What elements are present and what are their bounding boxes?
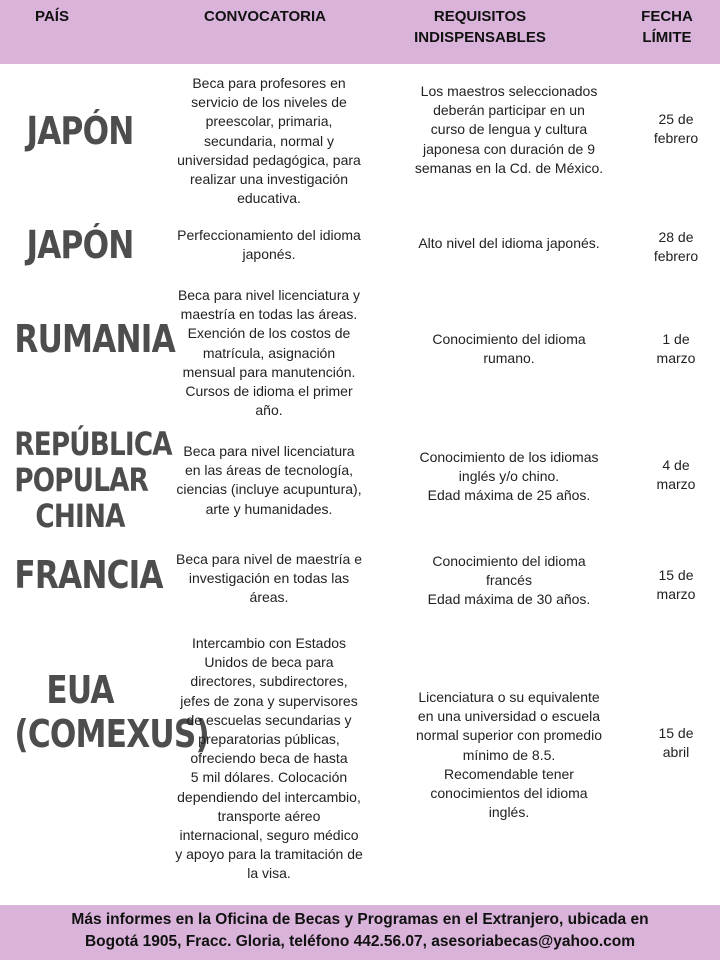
country-name: EUA (COMEXUS) <box>14 668 209 756</box>
header-convocatoria: CONVOCATORIA <box>204 8 326 25</box>
requisitos-cell: Alto nivel del idioma japonés. <box>418 235 600 251</box>
header-requisitos: REQUISITOS INDISPENSABLES <box>414 8 546 46</box>
convocatoria-cell: Intercambio con Estados Unidos de beca para directores, subdirectores, jefes de zona y supervisores de escuelas secundarias y preparatorias públicas, ofreciendo beca de hasta 5 mil dólares. Colocación dependiendo del intercambio, transporte aéreo internacional, seguro médico y apoyo para la tramitación de la visa. <box>175 635 363 882</box>
country-name: JAPÓN <box>26 109 134 153</box>
requisitos-cell: Conocimiento del idioma rumano. <box>432 331 586 367</box>
fecha-limite-cell: 15 de abril <box>658 725 694 761</box>
requisitos-cell: Licenciatura o su equivalente en una universidad o escuela normal superior con promedio mínimo de 8.5. Recomendable tener conocimientos del idioma inglés. <box>416 689 602 821</box>
country-name: RUMANIA <box>14 317 175 361</box>
header-fecha-limite: FECHA LÍMITE <box>641 8 693 46</box>
fecha-limite-cell: 4 de marzo <box>656 457 696 493</box>
fecha-limite-cell: 25 de febrero <box>653 111 699 147</box>
convocatoria-cell: Beca para nivel de maestría e investigación en todas las áreas. <box>176 551 362 606</box>
header-pais: PAÍS <box>35 8 69 25</box>
footer-info-band <box>0 905 720 960</box>
requisitos-cell: Conocimiento del idioma francés Edad máxima de 30 años. <box>427 553 591 608</box>
requisitos-cell: Conocimiento de los idiomas inglés y/o chino. Edad máxima de 25 años. <box>419 449 599 504</box>
convocatoria-cell: Beca para nivel licenciatura y maestría en todas las áreas. Exención de los costos de matrícula, asignación mensual para manutención. Cursos de idioma el primer año. <box>177 287 361 419</box>
country-name: JAPÓN <box>26 223 134 267</box>
table-header <box>0 0 720 64</box>
convocatoria-cell: Beca para profesores en servicio de los niveles de preescolar, primaria, secundaria, normal y universidad pedagógica, para realizar una investigación educativa. <box>177 75 361 207</box>
convocatoria-cell: Beca para nivel licenciatura en las áreas de tecnología, ciencias (incluye acupuntura), arte y humanidades. <box>176 443 362 517</box>
requisitos-cell: Los maestros seleccionados deberán participar en un curso de lengua y cultura japonesa con duración de 9 semanas en la Cd. de México. <box>414 83 604 176</box>
fecha-limite-cell: 1 de marzo <box>656 331 696 367</box>
fecha-limite-cell: 15 de marzo <box>656 567 696 603</box>
country-name: FRANCIA <box>14 553 163 597</box>
footer-contact-text: Más informes en la Oficina de Becas y Programas en el Extranjero, ubicada en Bogotá 1905, Fracc. Gloria, teléfono 442.56.07, asesoriabecas@yahoo.com <box>71 911 649 950</box>
country-name: REPÚBLICA POPULAR CHINA <box>14 425 172 535</box>
fecha-limite-cell: 28 de febrero <box>653 229 699 265</box>
convocatoria-cell: Perfeccionamiento del idioma japonés. <box>177 227 361 263</box>
